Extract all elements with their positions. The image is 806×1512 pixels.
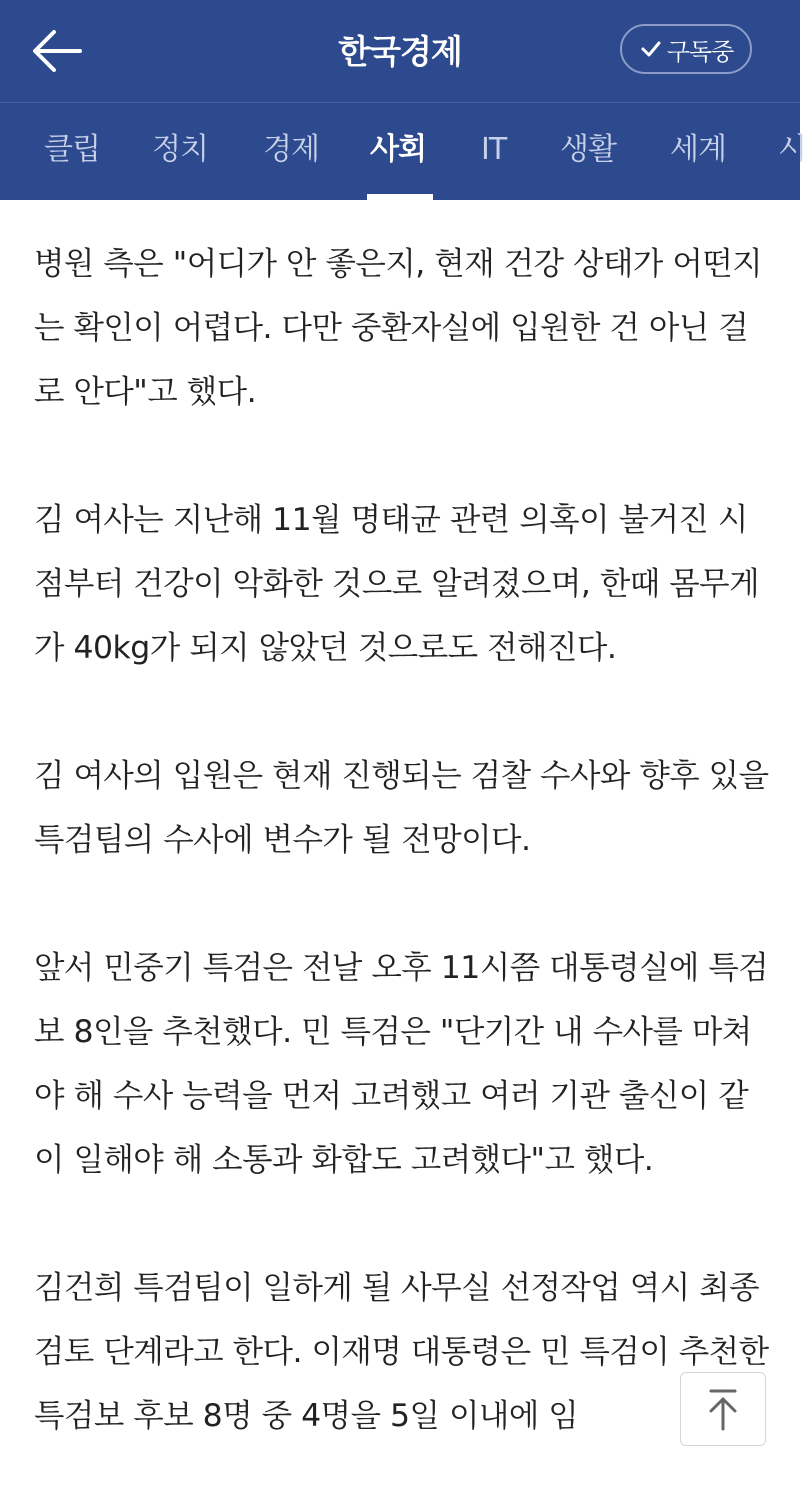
top-app-bar [0,0,800,103]
tab-world[interactable]: 세계 [670,132,726,167]
tab-more[interactable]: 시 [778,132,806,167]
active-tab-indicator [367,194,433,200]
arrow-up-icon [703,1385,743,1433]
article-paragraph: 병원 측은 "어디가 안 좋은지, 현재 건강 상태가 어떤지는 확인이 어렵다. 다만 중환자실에 입원한 건 아닌 걸로 안다"고 했다. [34,246,763,410]
article-paragraph: 김 여사의 입원은 현재 진행되는 검찰 수사와 향후 있을 특검팀의 수사에 변수가 될 전망이다. [34,758,769,858]
tab-life[interactable]: 생활 [560,132,616,167]
check-icon [639,37,663,61]
article-paragraph: 김건희 특검팀이 일하게 될 사무실 선정작업 역시 최종 검토 단계라고 한다. 이재명 대통령은 민 특검이 추천한 특검보 후보 8명 중 4명을 5일 이내에 임 [34,1270,769,1434]
tab-politics[interactable]: 정치 [152,132,208,167]
subscribe-button[interactable] [620,24,752,74]
press-title: 한국경제 [338,32,462,71]
article-body [34,232,774,1512]
subscribe-label: 구독중 [666,37,734,66]
category-tabs [0,103,806,200]
article-paragraph: 앞서 민중기 특검은 전날 오후 11시쯤 대통령실에 특검보 8인을 추천했다. 민 특검은 "단기간 내 수사를 마쳐야 해 수사 능력을 먼저 고려했고 여러 기관 출신이 같이 일해야 해 소통과 화합도 고려했다"고 했다. [34,950,769,1178]
scroll-to-top-button[interactable] [680,1372,766,1446]
article-paragraph: 김 여사는 지난해 11월 명태균 관련 의혹이 불거진 시점부터 건강이 악화한 것으로 알려졌으며, 한때 몸무게가 40kg가 되지 않았던 것으로도 전해진다. [34,502,760,666]
tab-clip[interactable]: 클립 [44,132,100,167]
tab-it[interactable]: IT [481,132,507,167]
tab-society[interactable]: 사회 [370,132,426,167]
tab-economy[interactable]: 경제 [263,132,319,167]
